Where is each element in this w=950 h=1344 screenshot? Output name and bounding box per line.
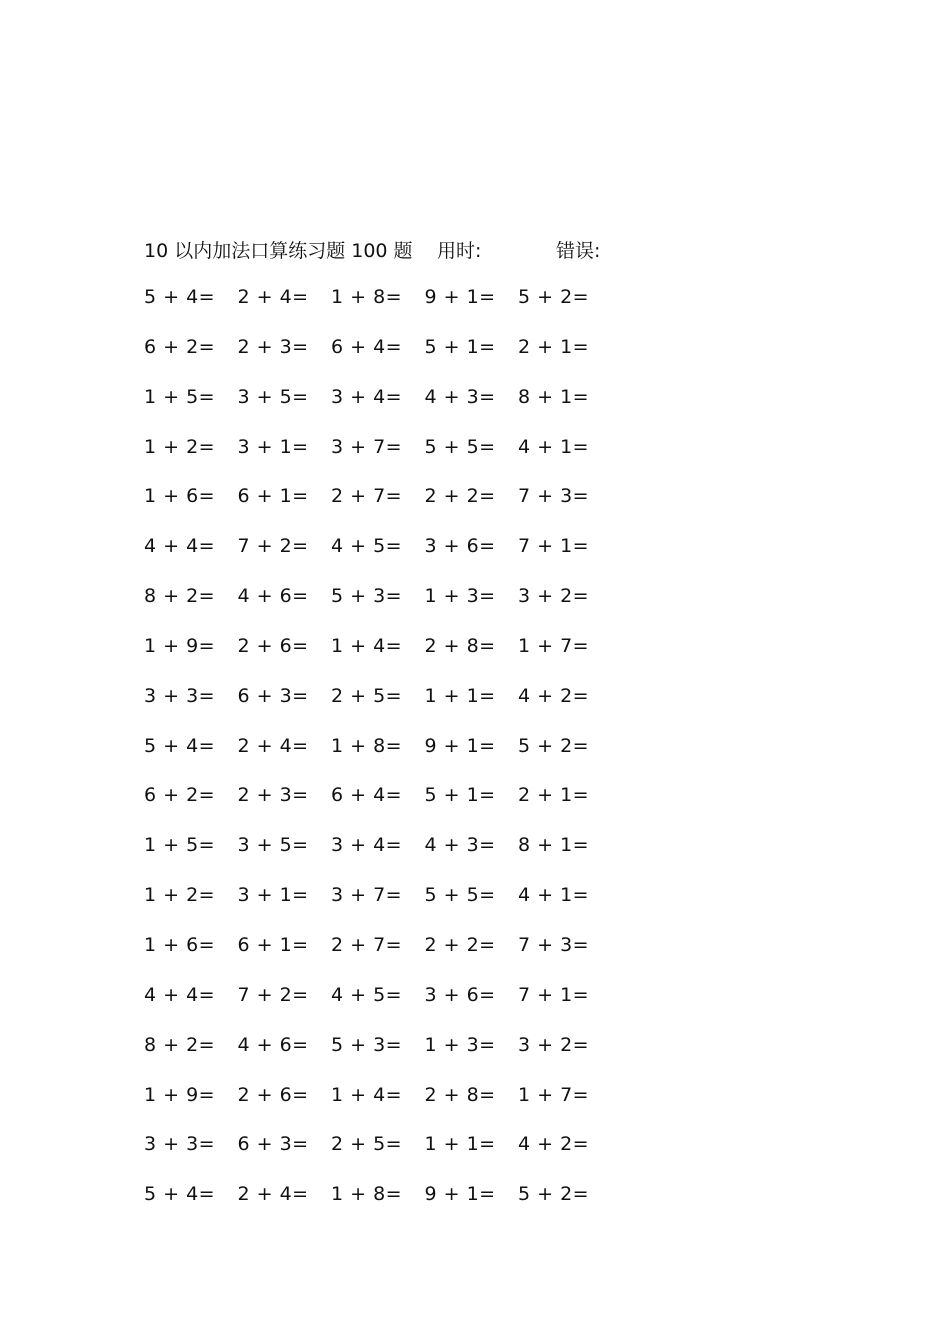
problem-row [144, 735, 624, 785]
addition-problem: 5 + 2= [518, 1183, 590, 1206]
addition-problem: 2 + 3= [237, 784, 309, 807]
problem-row [144, 485, 624, 535]
addition-problem: 7 + 1= [518, 535, 590, 558]
addition-problem: 8 + 2= [144, 585, 216, 608]
addition-problem: 1 + 1= [424, 1133, 496, 1156]
addition-problem: 3 + 7= [331, 884, 403, 907]
addition-problem: 1 + 9= [144, 1083, 216, 1106]
problem-row [144, 884, 624, 934]
addition-problem: 3 + 5= [237, 385, 309, 408]
addition-problem: 2 + 7= [331, 933, 403, 956]
addition-problem: 4 + 2= [518, 1133, 590, 1156]
addition-problem: 1 + 8= [331, 286, 403, 308]
addition-problem: 5 + 2= [518, 734, 590, 757]
addition-problem: 6 + 1= [237, 933, 309, 956]
addition-problem: 8 + 1= [518, 834, 590, 857]
addition-problem: 3 + 1= [237, 435, 309, 458]
problem-row [144, 436, 624, 486]
addition-problem: 3 + 4= [331, 385, 403, 408]
addition-problem: 1 + 2= [144, 435, 216, 458]
addition-problem: 1 + 7= [518, 1083, 590, 1106]
addition-problem: 5 + 5= [424, 435, 496, 458]
addition-problem: 2 + 5= [331, 1133, 403, 1156]
time-taken-label: 用时: [437, 240, 482, 262]
addition-problem: 3 + 5= [237, 834, 309, 857]
problem-row [144, 685, 624, 735]
addition-problem: 7 + 1= [518, 983, 590, 1006]
problem-row [144, 386, 624, 436]
addition-problem: 1 + 8= [331, 1183, 403, 1206]
addition-problem: 3 + 2= [518, 585, 590, 608]
problem-row [144, 934, 624, 984]
addition-problem: 6 + 2= [144, 335, 216, 358]
addition-problem: 5 + 4= [144, 734, 216, 757]
addition-problem: 5 + 4= [144, 286, 216, 308]
addition-problem: 4 + 3= [424, 385, 496, 408]
addition-problem: 1 + 3= [424, 1033, 496, 1056]
addition-problem: 2 + 7= [331, 485, 403, 508]
addition-problem: 4 + 4= [144, 535, 216, 558]
addition-problem: 1 + 1= [424, 684, 496, 707]
addition-problem: 7 + 3= [518, 485, 590, 508]
problem-row [144, 784, 624, 834]
addition-problem: 4 + 6= [237, 585, 309, 608]
problem-row [144, 1183, 624, 1233]
addition-problem: 6 + 3= [237, 1133, 309, 1156]
problem-row [144, 1084, 624, 1134]
addition-problem: 1 + 7= [518, 634, 590, 657]
addition-problem: 5 + 1= [424, 335, 496, 358]
addition-problem: 1 + 9= [144, 634, 216, 657]
page-title: 10 以内加法口算练习题 100 题 [144, 240, 413, 262]
addition-problem: 2 + 4= [237, 1183, 309, 1206]
addition-problem: 5 + 5= [424, 884, 496, 907]
error-count-label: 错误: [556, 240, 601, 262]
addition-problem: 8 + 1= [518, 385, 590, 408]
addition-problem: 2 + 1= [518, 784, 590, 807]
addition-problem: 3 + 1= [237, 884, 309, 907]
addition-problem: 3 + 3= [144, 684, 216, 707]
addition-problem: 1 + 4= [331, 1083, 403, 1106]
addition-problem: 3 + 6= [424, 535, 496, 558]
addition-problem: 5 + 1= [424, 784, 496, 807]
addition-problem: 2 + 6= [237, 634, 309, 657]
addition-problem: 6 + 2= [144, 784, 216, 807]
addition-problem: 2 + 6= [237, 1083, 309, 1106]
addition-problem: 4 + 1= [518, 884, 590, 907]
addition-problem: 6 + 1= [237, 485, 309, 508]
addition-problem: 2 + 3= [237, 335, 309, 358]
problem-grid [144, 286, 624, 1233]
addition-problem: 1 + 6= [144, 485, 216, 508]
addition-problem: 9 + 1= [424, 1183, 496, 1206]
addition-problem: 4 + 2= [518, 684, 590, 707]
addition-problem: 5 + 3= [331, 585, 403, 608]
addition-problem: 1 + 5= [144, 385, 216, 408]
problem-row [144, 286, 624, 336]
addition-problem: 2 + 2= [424, 485, 496, 508]
addition-problem: 4 + 5= [331, 535, 403, 558]
addition-problem: 3 + 4= [331, 834, 403, 857]
problem-row [144, 984, 624, 1034]
addition-problem: 2 + 5= [331, 684, 403, 707]
addition-problem: 2 + 8= [424, 1083, 496, 1106]
addition-problem: 7 + 2= [237, 983, 309, 1006]
addition-problem: 5 + 2= [518, 286, 590, 308]
addition-problem: 6 + 4= [331, 784, 403, 807]
addition-problem: 6 + 3= [237, 684, 309, 707]
problem-row [144, 1133, 624, 1183]
addition-problem: 4 + 5= [331, 983, 403, 1006]
addition-problem: 9 + 1= [424, 734, 496, 757]
addition-problem: 2 + 4= [237, 286, 309, 308]
addition-problem: 1 + 5= [144, 834, 216, 857]
addition-problem: 1 + 4= [331, 634, 403, 657]
addition-problem: 1 + 6= [144, 933, 216, 956]
addition-problem: 9 + 1= [424, 286, 496, 308]
addition-problem: 5 + 4= [144, 1183, 216, 1206]
problem-row [144, 535, 624, 585]
addition-problem: 2 + 8= [424, 634, 496, 657]
addition-problem: 3 + 7= [331, 435, 403, 458]
addition-problem: 2 + 1= [518, 335, 590, 358]
addition-problem: 4 + 6= [237, 1033, 309, 1056]
addition-problem: 6 + 4= [331, 335, 403, 358]
addition-problem: 1 + 3= [424, 585, 496, 608]
problem-row [144, 1034, 624, 1084]
addition-problem: 4 + 1= [518, 435, 590, 458]
addition-problem: 1 + 2= [144, 884, 216, 907]
addition-problem: 3 + 2= [518, 1033, 590, 1056]
worksheet-header [144, 236, 704, 264]
problem-row [144, 834, 624, 884]
problem-row [144, 585, 624, 635]
problem-row [144, 336, 624, 386]
addition-problem: 4 + 3= [424, 834, 496, 857]
addition-problem: 3 + 3= [144, 1133, 216, 1156]
addition-problem: 8 + 2= [144, 1033, 216, 1056]
addition-problem: 1 + 8= [331, 734, 403, 757]
addition-problem: 7 + 3= [518, 933, 590, 956]
addition-problem: 4 + 4= [144, 983, 216, 1006]
addition-problem: 5 + 3= [331, 1033, 403, 1056]
addition-problem: 2 + 4= [237, 734, 309, 757]
problem-row [144, 635, 624, 685]
addition-problem: 2 + 2= [424, 933, 496, 956]
addition-problem: 7 + 2= [237, 535, 309, 558]
addition-problem: 3 + 6= [424, 983, 496, 1006]
